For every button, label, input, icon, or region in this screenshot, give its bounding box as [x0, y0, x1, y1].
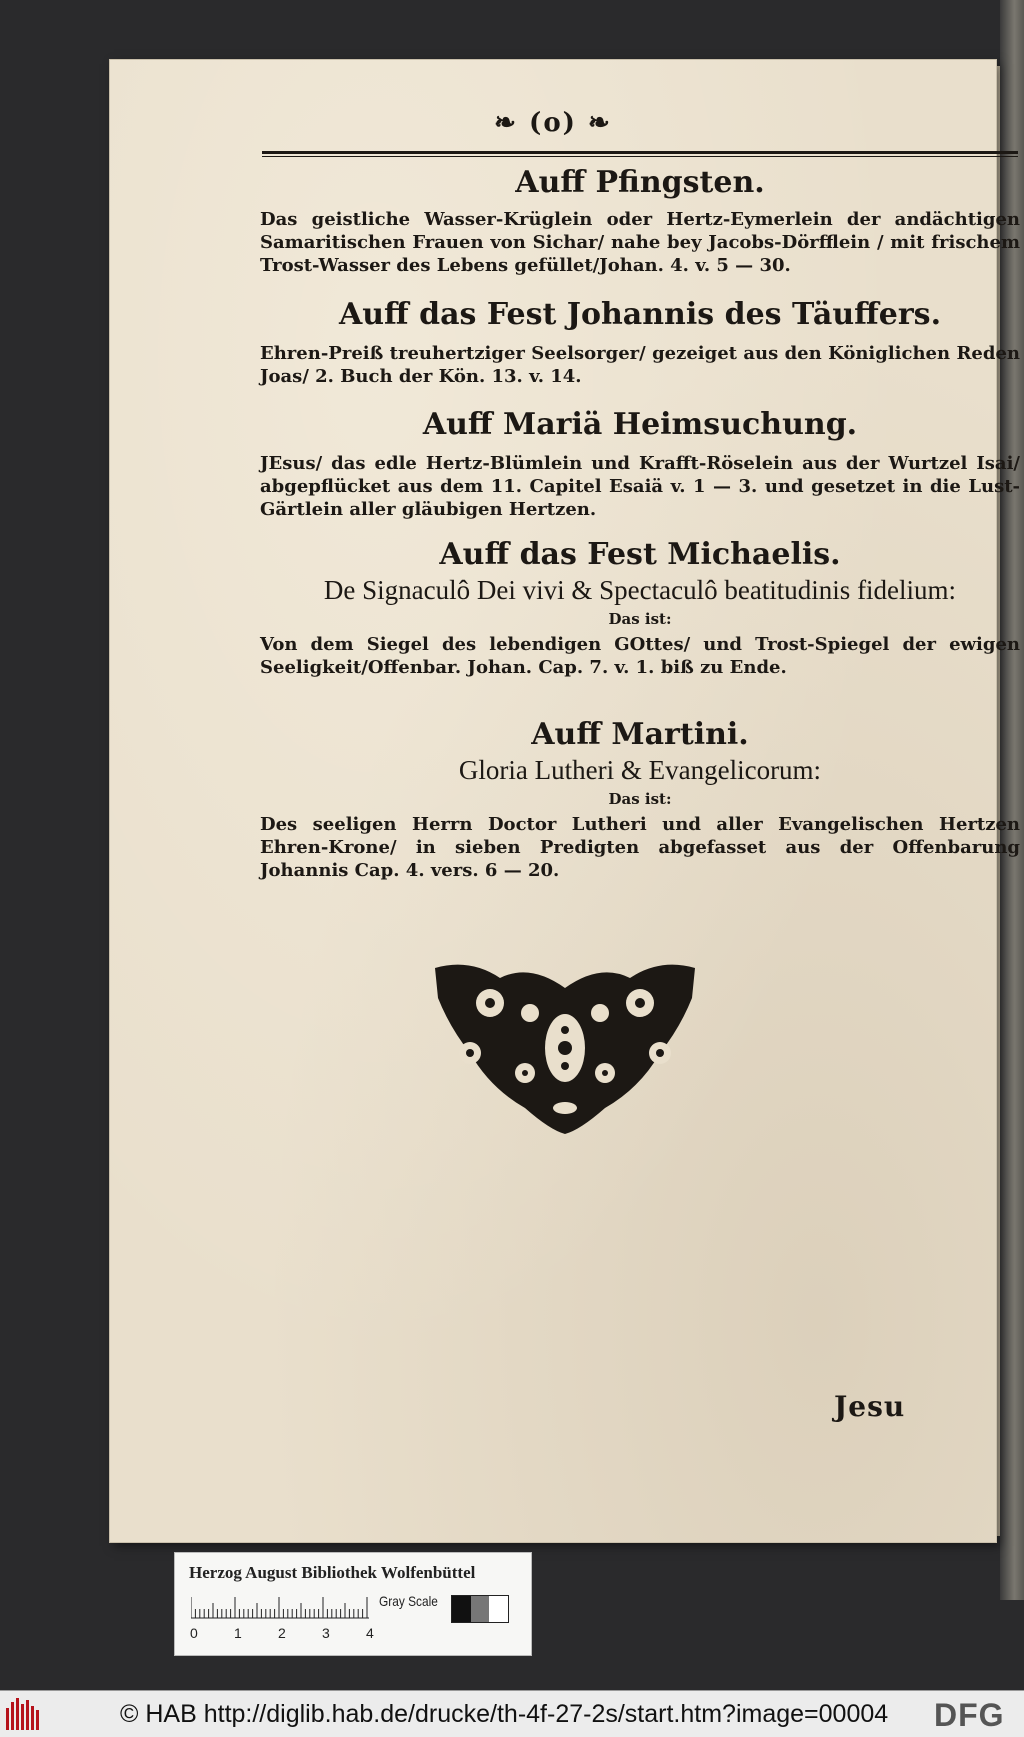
page-number: [110, 108, 996, 138]
section-heading: Auff Martini.: [531, 717, 749, 752]
footer-bar: [0, 1690, 1024, 1737]
copyright-url: © HAB http://diglib.hab.de/drucke/th-4f-27-2s/start.htm?image=00004: [120, 1700, 889, 1728]
reference-card: [174, 1552, 532, 1656]
section-michaelis: [260, 536, 1020, 679]
swatch-black: [452, 1596, 471, 1622]
section-johannis: [260, 296, 1020, 388]
floral-tailpiece-icon: [430, 958, 700, 1136]
section-body: Von dem Siegel des lebendigen GOttes/ und Trost-Spiegel der ewigen Seeligkeit/Offenbar. Johan. Cap. 7. v. 1. biß zu Ende.: [260, 634, 1020, 678]
catchword: Jesu: [834, 1390, 906, 1423]
page-number-text: (o): [529, 108, 577, 138]
section-body: Ehren-Preiß treuhertziger Seelsorger/ gezeiget aus den Königlichen Reden Joas/ 2. Buch der Kön. 13. v. 14.: [260, 343, 1020, 387]
section-heading: Auff Mariä Heimsuchung.: [422, 407, 858, 442]
swatch-gray: [471, 1596, 490, 1622]
das-ist: Das ist:: [608, 790, 672, 808]
card-title: Herzog August Bibliothek Wolfenbüttel: [189, 1563, 476, 1582]
ruler-scale: [191, 1595, 369, 1619]
section-heading: Auff Pfingsten.: [515, 165, 765, 200]
section-heading: Auff das Fest Johannis des Täuffers.: [338, 297, 942, 332]
ruler-label-1: 1: [234, 1625, 242, 1641]
section-martini: [260, 716, 1020, 882]
ornament-right: ❧: [588, 108, 612, 138]
ornament-left: ❧: [494, 108, 518, 138]
section-heading: Auff das Fest Michaelis.: [439, 537, 841, 572]
hab-logo-icon: [6, 1698, 42, 1730]
section-body: Des seeligen Herrn Doctor Lutheri und aller Evangelischen Hertzen Ehren-Krone/ in sieben Predigten abgefasset aus der Offenbarung Johannis Cap. 4. vers. 6 — 20.: [260, 814, 1020, 881]
section-body: JEsus/ das edle Hertz-Blümlein und Krafft-Röselein aus der Wurtzel Isai/ abgepflücket aus dem 11. Capitel Esaiä v. 1 — 3. und gesetzet in die Lust-Gärtlein aller gläubigen Hertzen.: [260, 453, 1020, 520]
latin-title: Gloria Lutheri & Evangelicorum:: [458, 755, 822, 785]
section-body: Das geistliche Wasser-Krüglein oder Hertz-Eymerlein der andächtigen Samaritischen Frauen von Sichar/ nahe bey Jacobs-Dörfflein / mit frischem Trost-Wasser des Lebens gefüllet/Johan. 4. v. 5 — 30.: [260, 209, 1020, 276]
section-mariae: [260, 406, 1020, 521]
gray-scale-label: Gray Scale: [379, 1593, 438, 1609]
ruler-label-4: 4: [366, 1625, 374, 1641]
section-pfingsten: [260, 164, 1020, 277]
swatch-white: [489, 1596, 508, 1622]
header-rule-thin: [262, 156, 1018, 157]
ruler-label-3: 3: [322, 1625, 330, 1641]
dfg-logo: DFG: [934, 1697, 1005, 1733]
ruler-label-0: 0: [190, 1625, 198, 1641]
das-ist: Das ist:: [608, 610, 672, 628]
ruler-label-2: 2: [278, 1625, 286, 1641]
latin-title: De Signaculô Dei vivi & Spectaculô beatitudinis fidelium:: [323, 575, 957, 605]
header-rule: [262, 151, 1018, 154]
book-page: [110, 60, 1020, 1542]
gray-scale-swatch: [451, 1595, 509, 1623]
